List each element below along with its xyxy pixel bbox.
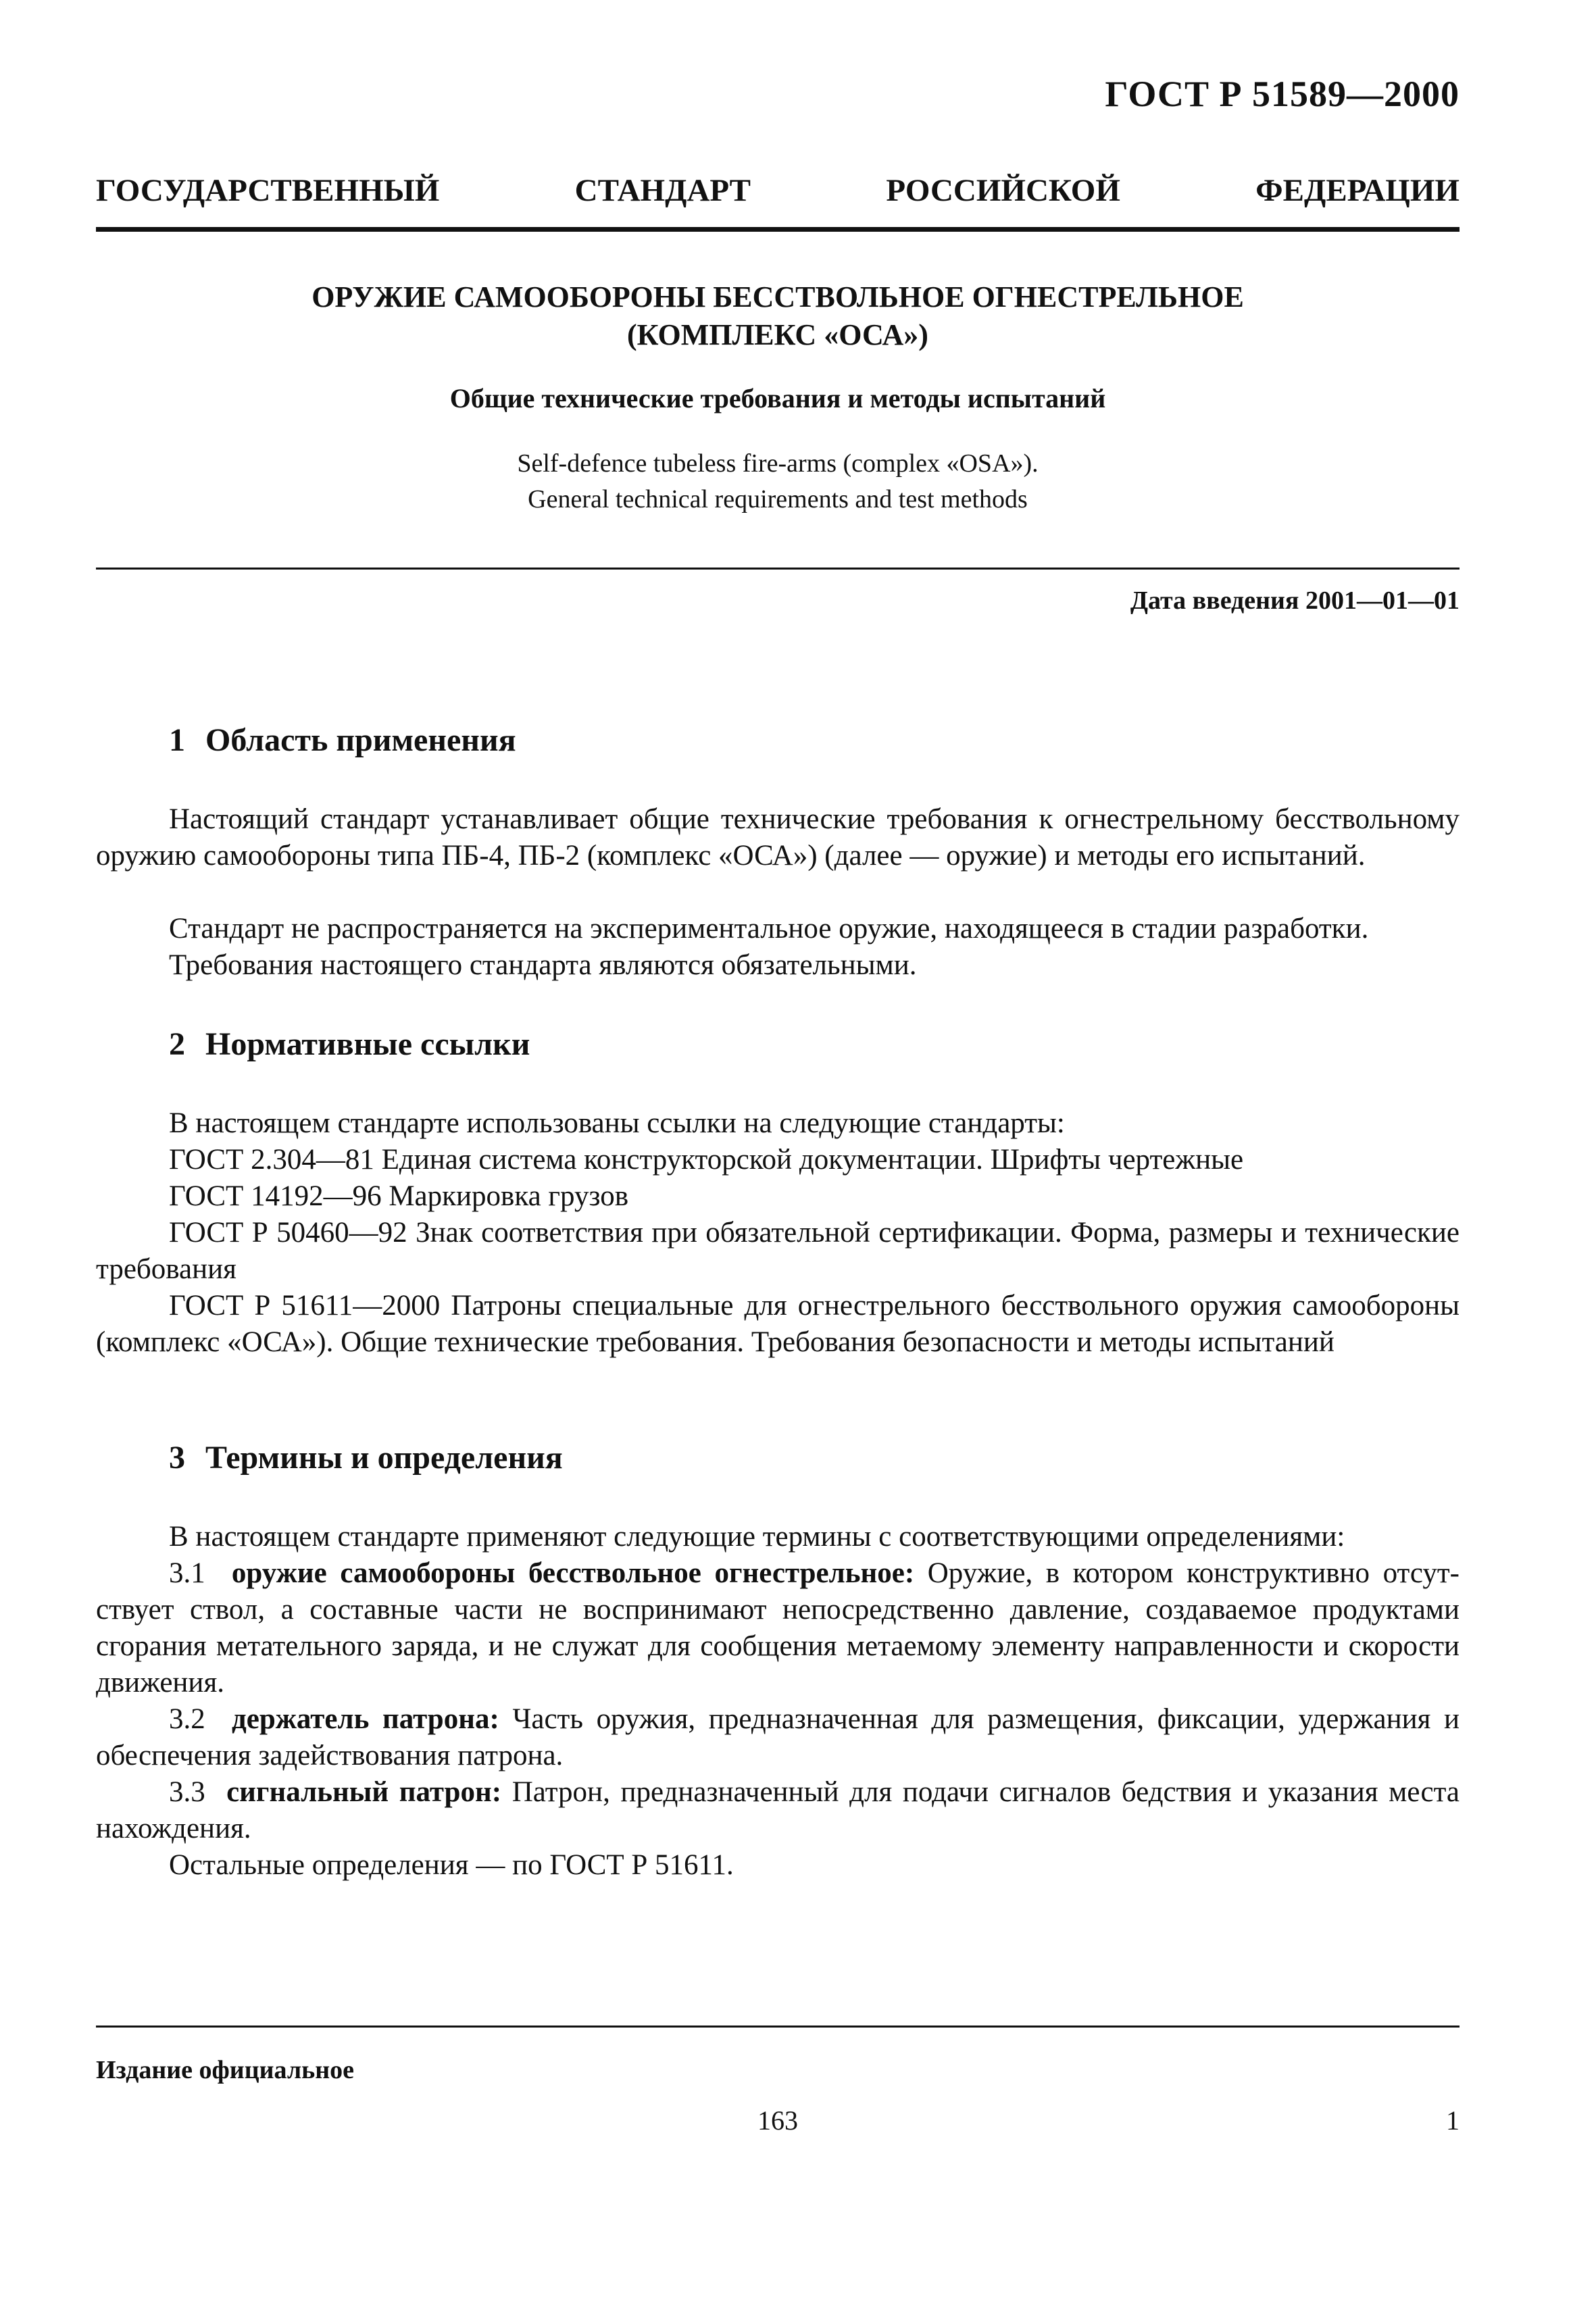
section-number: 1: [169, 722, 185, 758]
title-divider: [96, 568, 1460, 570]
section-1-heading: [169, 722, 516, 759]
term-name: сигнальный патрон:: [226, 1776, 502, 1808]
section-1-paragraph-3: Требования настоящего стандарта являются обязательными.: [169, 949, 917, 981]
reference-gost-14192: ГОСТ 14192—96 Маркировка грузов: [169, 1180, 629, 1212]
official-edition-label: Издание официальное: [96, 2056, 355, 2084]
sheet-number: 1: [1446, 2105, 1460, 2136]
document-title: [96, 278, 1460, 354]
section-title: Нормативные ссылки: [205, 1026, 530, 1062]
section-title: Область применения: [205, 722, 516, 758]
title-line-2: (КОМПЛЕКС «ОСА»): [627, 318, 928, 351]
term-definition: Оружие, в котором конструктивно отсутствует ствол, а составные части не воспринимают непосредственно давление, создаваемое продуктами сгорания метательного заряда, и не служат для сообщения метаемому элементу направленности и скорости движения.: [96, 1557, 1460, 1699]
term-name: оружие самообороны бесствольное огнестрельное:: [231, 1557, 915, 1589]
term-name: держатель патрона:: [231, 1703, 499, 1735]
section-1-paragraph-1: Настоящий стандарт устанавливает общие технические требования к огнестрельному бесствольному оружию самообороны типа ПБ-4, ПБ-2 (комплекс «ОСА») (далее — оружие) и методы его испытаний.: [96, 803, 1460, 872]
section-number: 2: [169, 1026, 185, 1062]
term-3-2: [96, 1701, 1460, 1774]
english-title-line-1: Self-defence tubeless fire-arms (complex «OSA»).: [517, 449, 1039, 478]
page-number: 163: [757, 2105, 798, 2136]
footer-divider: [96, 2026, 1460, 2028]
section-3-closing: Остальные определения — по ГОСТ Р 51611.: [169, 1849, 734, 1881]
reference-gost-51611: ГОСТ Р 51611—2000 Патроны специальные для огнестрельного бесствольного оружия самообороны (комплекс «ОСА»). Общие технические требования. Требования безопасности и методы испытаний: [96, 1290, 1460, 1358]
header-divider: [96, 227, 1460, 232]
title-line-1: ОРУЖИЕ САМООБОРОНЫ БЕССТВОЛЬНОЕ ОГНЕСТРЕЛЬНОЕ: [311, 280, 1244, 313]
term-number: 3.2: [169, 1703, 205, 1735]
term-definition: Патрон, предназначенный для подачи сигналов бедствия и указания места нахождения.: [96, 1776, 1460, 1844]
section-1-paragraph-2: Стандарт не распространяется на экспериментальное оружие, находящееся в стадии разработки.: [169, 913, 1369, 945]
state-standard-title: ГОСУДАРСТВЕННЫЙ СТАНДАРТ РОССИЙСКОЙ ФЕДЕРАЦИИ: [96, 173, 1460, 208]
term-number: 3.1: [169, 1557, 205, 1589]
term-number: 3.3: [169, 1776, 205, 1808]
english-title-line-2: General technical requirements and test methods: [528, 485, 1028, 513]
document-subtitle: Общие технические требования и методы испытаний: [449, 383, 1106, 413]
english-title: [96, 446, 1460, 518]
term-definition: Часть оружия, предназначенная для размещения, фиксации, удержания и обеспечения задействования патрона.: [96, 1703, 1460, 1771]
reference-gost-2304: ГОСТ 2.304—81 Единая система конструкторской документации. Шрифты чертежные: [169, 1144, 1244, 1176]
reference-gost-50460: ГОСТ Р 50460—92 Знак соответствия при обязательной сертификации. Форма, размеры и технические требования: [96, 1217, 1460, 1285]
section-2-paragraph-1: В настоящем стандарте использованы ссылки на следующие стандарты:: [169, 1107, 1065, 1139]
document-number: ГОСТ Р 51589—2000: [1105, 74, 1460, 114]
term-3-3: [96, 1774, 1460, 1847]
introduction-date: Дата введения 2001—01—01: [1130, 586, 1460, 615]
section-3-intro: В настоящем стандарте применяют следующие термины с соответствующими определениями:: [169, 1521, 1345, 1553]
section-number: 3: [169, 1440, 185, 1476]
section-3-heading: [169, 1439, 563, 1476]
term-3-1: [96, 1555, 1460, 1701]
section-2-heading: [169, 1026, 530, 1063]
section-title: Термины и определения: [205, 1440, 563, 1476]
